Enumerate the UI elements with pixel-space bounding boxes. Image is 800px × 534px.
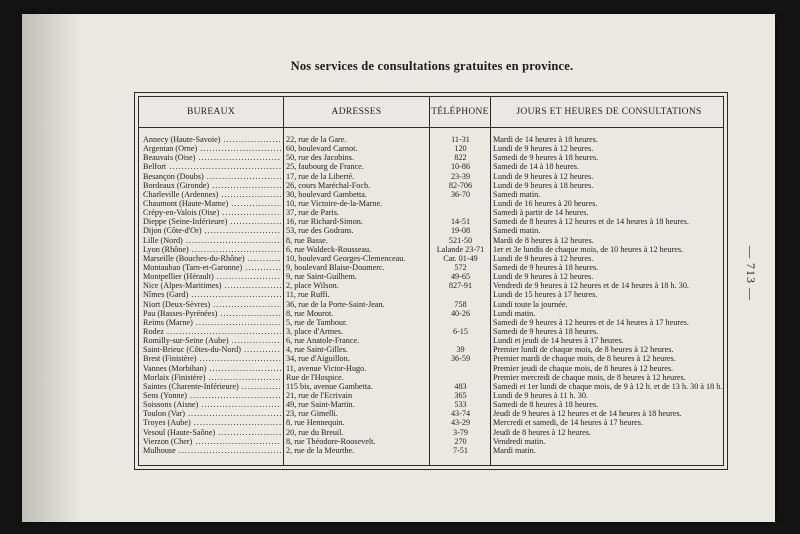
- cell-telephone: 14-51: [450, 217, 471, 227]
- cell-bureau: Montauban (Tarn-et-Garonne) .....: [143, 263, 281, 272]
- cell-bureau: Sens (Yonne) .....: [143, 391, 281, 400]
- cell-bureau: Vesoul (Haute-Saône) .....: [143, 428, 281, 437]
- cell-bureau: Niort (Deux-Sèvres) .....: [143, 300, 281, 309]
- cell-adresse: 37, rue de Paris.: [286, 208, 339, 218]
- table-row: [139, 309, 723, 318]
- cell-adresse: 49, rue Saint-Martin.: [286, 400, 355, 410]
- cell-horaires: Samedi de 9 heures à 12 heures et de 14 heures à 17 heures.: [493, 317, 689, 327]
- cell-adresse: 16, rue Richard-Simon.: [286, 217, 363, 227]
- cell-horaires: Premier mardi de chaque mois, de 8 heures à 12 heures.: [493, 354, 676, 364]
- cell-bureau: Nîmes (Gard) .....: [143, 290, 281, 299]
- cell-bureau: Mulhouse .....: [143, 446, 281, 455]
- table-row: [139, 418, 723, 427]
- cell-telephone: 270: [454, 436, 467, 446]
- table-row: [139, 364, 723, 373]
- cell-horaires: Mardi de 8 heures à 12 heures.: [493, 235, 594, 245]
- header-adresses: ADRESSES: [331, 107, 382, 117]
- header-jours: JOURS ET HEURES DE CONSULTATIONS: [516, 107, 702, 117]
- cell-horaires: Samedi de 9 heures à 18 heures.: [493, 326, 599, 336]
- table-row: [139, 400, 723, 409]
- cell-adresse: 6, rue Anatole-France.: [286, 336, 360, 346]
- cell-adresse: 36, rue de la Porte-Saint-Jean.: [286, 299, 385, 309]
- cell-telephone: 10-86: [450, 162, 471, 172]
- cell-adresse: 3, place d'Armes.: [286, 326, 343, 336]
- cell-horaires: Samedi de 8 heures à 12 heures et de 14 heures à 18 heures.: [493, 217, 689, 227]
- table-row: [139, 327, 723, 336]
- cell-bureau: Nice (Alpes-Maritimes) .....: [143, 281, 281, 290]
- cell-telephone: 6-15: [452, 326, 468, 336]
- cell-horaires: Samedi de 9 heures à 18 heures.: [493, 262, 599, 272]
- cell-telephone: 521-50: [448, 235, 473, 245]
- table-row: [139, 354, 723, 363]
- cell-adresse: Rue de l'Hospice.: [286, 372, 344, 382]
- cell-horaires: Lundi de 9 heures à 12 heures.: [493, 272, 594, 282]
- cell-telephone: 40-26: [450, 308, 471, 318]
- cell-adresse: 26, cours Maréchal-Foch.: [286, 180, 371, 190]
- cell-telephone: 3-79: [452, 427, 468, 437]
- document-page: [22, 14, 775, 522]
- table-row: [139, 199, 723, 208]
- cell-horaires: Vendredi matin.: [493, 436, 546, 446]
- cell-bureau: Soissons (Aisne) .....: [143, 400, 281, 409]
- cell-horaires: Lundi de 9 heures à 11 h. 30.: [493, 390, 588, 400]
- cell-horaires: Lundi de 15 heures à 17 heures.: [493, 290, 598, 300]
- table-row: [139, 135, 723, 144]
- cell-adresse: 2, place Wilson.: [286, 281, 339, 291]
- cell-bureau: Chaumont (Haute-Marne) .....: [143, 199, 281, 208]
- cell-bureau: Argentan (Orne) .....: [143, 144, 281, 153]
- cell-telephone: 49-65: [450, 272, 471, 282]
- cell-horaires: Samedi matin.: [493, 226, 541, 236]
- cell-adresse: 50, rue des Jacobins.: [286, 153, 354, 163]
- cell-horaires: Samedi matin.: [493, 189, 541, 199]
- table-row: [139, 190, 723, 199]
- cell-horaires: Jeudi de 9 heures à 12 heures et de 14 heures à 18 heures.: [493, 409, 682, 419]
- cell-bureau: Vannes (Morbihan) .....: [143, 364, 281, 373]
- cell-horaires: Samedi et 1er lundi de chaque mois, de 9 à 12 h. et de 13 h. 30 à 18 h.: [493, 381, 723, 391]
- cell-adresse: 6, rue Waldeck-Rousseau.: [286, 244, 372, 254]
- cell-horaires: Samedi de 9 heures à 18 heures.: [493, 153, 599, 163]
- table-row: [139, 272, 723, 281]
- cell-horaires: Samedi de 14 à 18 heures.: [493, 162, 579, 172]
- cell-adresse: 115 bis, avenue Gambetta.: [286, 381, 373, 391]
- table-row: [139, 318, 723, 327]
- table-row: [139, 300, 723, 309]
- header-bureaux: BUREAUX: [186, 107, 236, 117]
- cell-telephone: 43-29: [450, 418, 471, 428]
- cell-adresse: 11, rue Ruffi.: [286, 290, 330, 300]
- table-row: [139, 162, 723, 171]
- cell-adresse: 34, rue d'Aiguillon.: [286, 354, 350, 364]
- cell-horaires: Lundi et jeudi de 14 heures à 17 heures.: [493, 336, 624, 346]
- cell-telephone: 483: [454, 381, 467, 391]
- cell-horaires: Lundi de 9 heures à 12 heures.: [493, 144, 594, 154]
- table-row: [139, 336, 723, 345]
- cell-horaires: Lundi matin.: [493, 308, 536, 318]
- cell-bureau: Annecy (Haute-Savoie) .....: [143, 135, 281, 144]
- table-row: [139, 290, 723, 299]
- table-row: [139, 281, 723, 290]
- consultations-table: [134, 92, 728, 470]
- cell-horaires: Mercredi et samedi, de 14 heures à 17 heures.: [493, 418, 644, 428]
- table-row: [139, 345, 723, 354]
- cell-bureau: Romilly-sur-Seine (Aube) .....: [143, 336, 281, 345]
- cell-adresse: 8, rue Basse.: [286, 235, 328, 245]
- table-row: [139, 172, 723, 181]
- cell-bureau: Reims (Marne) .....: [143, 318, 281, 327]
- cell-adresse: 23, rue Gimelli.: [286, 409, 338, 419]
- cell-bureau: Montpellier (Hérault) .....: [143, 272, 281, 281]
- table-row: [139, 236, 723, 245]
- cell-bureau: Lyon (Rhône) .....: [143, 245, 281, 254]
- cell-horaires: 1er et 3e lundis de chaque mois, de 10 heures à 12 heures.: [493, 244, 684, 254]
- cell-bureau: Saintes (Charente-Inférieure) .....: [143, 382, 281, 391]
- cell-telephone: 572: [454, 262, 467, 272]
- cell-horaires: Lundi de 9 heures à 12 heures.: [493, 171, 594, 181]
- cell-bureau: Besançon (Doubs) .....: [143, 172, 281, 181]
- cell-bureau: Toulon (Var) .....: [143, 409, 281, 418]
- cell-adresse: 2, rue de la Meurthe.: [286, 445, 355, 455]
- cell-horaires: Premier lundi de chaque mois, de 8 heures à 12 heures.: [493, 345, 674, 355]
- cell-horaires: Samedi à partir de 14 heures.: [493, 208, 589, 218]
- cell-bureau: Charleville (Ardennes) .....: [143, 190, 281, 199]
- table-row: [139, 391, 723, 400]
- cell-bureau: Beauvais (Oise) .....: [143, 153, 281, 162]
- cell-horaires: Samedi de 8 heures à 18 heures.: [493, 400, 599, 410]
- table-row: [139, 254, 723, 263]
- cell-horaires: Premier mercredi de chaque mois, de 8 heures à 12 heures.: [493, 372, 686, 382]
- cell-adresse: 53, rue des Godrans.: [286, 226, 354, 236]
- cell-horaires: Lundi de 16 heures à 20 heures.: [493, 198, 598, 208]
- cell-telephone: Car. 01-49: [443, 253, 478, 263]
- table-row: [139, 263, 723, 272]
- cell-bureau: Rodez .....: [143, 327, 281, 336]
- table-row: [139, 208, 723, 217]
- table-row: [139, 153, 723, 162]
- cell-telephone: 19-08: [450, 226, 471, 236]
- cell-bureau: Saint-Brieuc (Côtes-du-Nord) .....: [143, 345, 281, 354]
- cell-adresse: 11, avenue Victor-Hugo.: [286, 363, 367, 373]
- cell-adresse: 20, rue du Breuil.: [286, 427, 344, 437]
- cell-adresse: 21, rue de l'Ecrivain: [286, 390, 353, 400]
- cell-telephone: 36-59: [450, 354, 471, 364]
- cell-adresse: 22, rue de la Gare.: [286, 135, 347, 144]
- table-row: [139, 245, 723, 254]
- cell-horaires: Premier jeudi de chaque mois, de 8 heures à 12 heures.: [493, 363, 674, 373]
- header-divider: [139, 127, 723, 128]
- cell-horaires: Lundi de 9 heures à 12 heures.: [493, 253, 594, 263]
- cell-bureau: Pau (Basses-Pyrénées) .....: [143, 309, 281, 318]
- cell-telephone: 23-39: [450, 171, 471, 181]
- cell-telephone: 822: [454, 153, 467, 163]
- cell-bureau: Lille (Nord) .....: [143, 236, 281, 245]
- cell-bureau: Morlaix (Finistère) .....: [143, 373, 281, 382]
- cell-telephone: 36-70: [450, 189, 471, 199]
- cell-telephone: 82-706: [448, 180, 473, 190]
- cell-bureau: Crépy-en-Valois (Oise) .....: [143, 208, 281, 217]
- cell-adresse: 9, rue Saint-Guilhem.: [286, 272, 357, 282]
- cell-bureau: Dijon (Côte-d'Or) .....: [143, 226, 281, 235]
- cell-adresse: 5, rue de Tambour.: [286, 317, 348, 327]
- cell-bureau: Bordeaux (Gironde) .....: [143, 181, 281, 190]
- page-title: Nos services de consultations gratuites en province.: [290, 59, 574, 73]
- cell-bureau: Troyes (Aube) .....: [143, 418, 281, 427]
- cell-horaires: Lundi de 9 heures à 18 heures.: [493, 180, 594, 190]
- table-row: [139, 144, 723, 153]
- cell-adresse: 8, rue Théodore-Roosevelt.: [286, 436, 376, 446]
- table-row: [139, 226, 723, 235]
- cell-horaires: Mardi de 14 heures à 18 heures.: [493, 135, 598, 144]
- table-row: [139, 373, 723, 382]
- cell-bureau: Dieppe (Seine-Inférieure) .....: [143, 217, 281, 226]
- cell-adresse: 17, rue de la Liberté.: [286, 171, 355, 181]
- cell-telephone: 39: [456, 345, 465, 355]
- cell-bureau: Vierzon (Cher) .....: [143, 437, 281, 446]
- table-row: [139, 217, 723, 226]
- cell-bureau: Marseille (Bouches-du-Rhône) .....: [143, 254, 281, 263]
- cell-adresse: 8, rue Hennequin.: [286, 418, 345, 428]
- table-row: [139, 437, 723, 446]
- table-row: [139, 446, 723, 455]
- cell-adresse: 9, boulevard Blaise-Doumerc.: [286, 262, 385, 272]
- page-number: — 713 —: [744, 246, 758, 301]
- page-fold-shadow: [22, 14, 82, 522]
- table-inner-frame: [138, 96, 724, 466]
- cell-horaires: Jeudi de 8 heures à 12 heures.: [493, 427, 591, 437]
- cell-adresse: 60, boulevard Carnot.: [286, 144, 358, 154]
- cell-horaires: Mardi matin.: [493, 445, 536, 455]
- cell-adresse: 4, rue Saint-Gilles.: [286, 345, 348, 355]
- cell-telephone: 758: [454, 299, 467, 309]
- cell-adresse: 25, faubourg de France.: [286, 162, 364, 172]
- table-row: [139, 181, 723, 190]
- cell-bureau: Brest (Finistère) .....: [143, 354, 281, 363]
- cell-telephone: 365: [454, 390, 467, 400]
- cell-adresse: 30, boulevard Gambetta.: [286, 189, 367, 199]
- cell-horaires: Lundi toute la journée.: [493, 299, 568, 309]
- cell-telephone: 120: [454, 144, 467, 154]
- cell-telephone: 7-51: [452, 445, 468, 455]
- cell-telephone: 827-91: [448, 281, 473, 291]
- cell-bureau: Belfort .....: [143, 162, 281, 171]
- table-row: [139, 428, 723, 437]
- header-telephone: TÉLÉPHONE: [431, 107, 489, 117]
- cell-horaires: Vendredi de 9 heures à 12 heures et de 14 heures à 18 h. 30.: [493, 281, 689, 291]
- table-row: [139, 409, 723, 418]
- cell-telephone: 533: [454, 400, 467, 410]
- cell-telephone: 11-31: [451, 135, 470, 144]
- table-body: [139, 135, 723, 455]
- cell-adresse: 10, boulevard Georges-Clemenceau.: [286, 253, 406, 263]
- cell-telephone: 43-74: [450, 409, 471, 419]
- table-row: [139, 382, 723, 391]
- cell-adresse: 8, rue Mourot.: [286, 308, 334, 318]
- cell-adresse: 10, rue Victoire-de-la-Marne.: [286, 198, 383, 208]
- cell-telephone: Lalande 23-71: [436, 244, 485, 254]
